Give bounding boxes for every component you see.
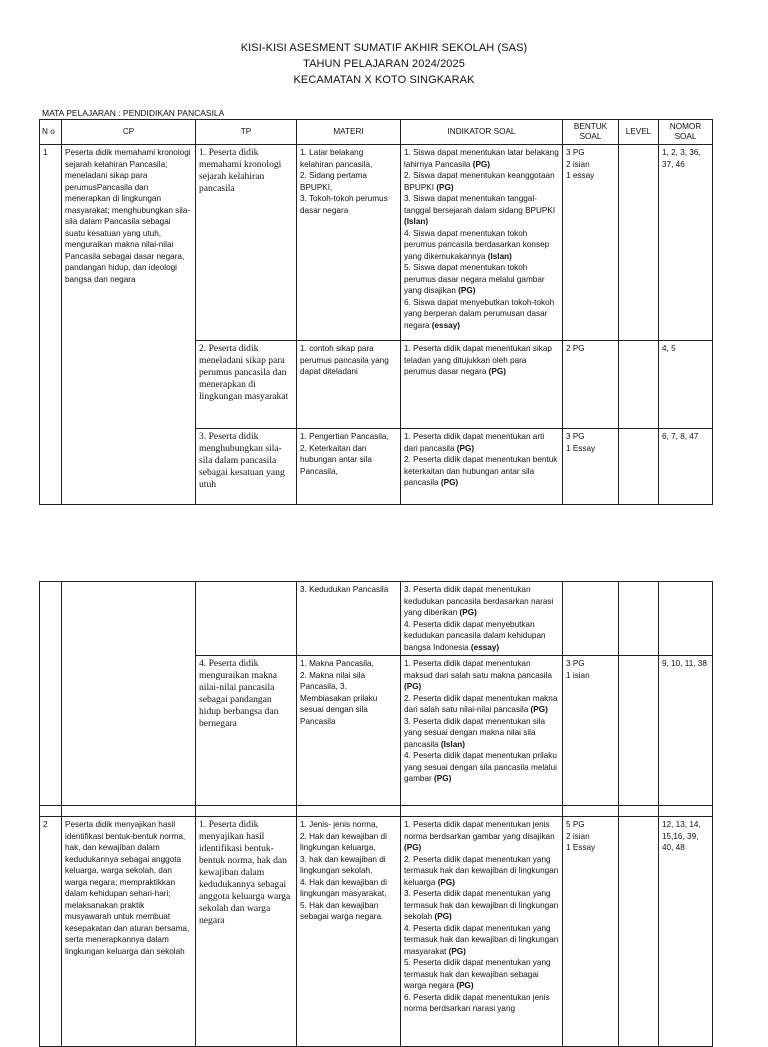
cell-line: 1 Essay [566,843,596,852]
indikator-text: 1. Peserta didik dapat menentukan maksud dari salah satu makna pancasila [404,659,552,680]
cell-line: 3 PG [566,432,585,441]
question-type-tag: (PG) [458,286,476,295]
materi-cell [297,429,401,505]
question-type-tag: (PG) [440,478,459,487]
cell-line: 1. Latar belakang kelahiran pancasila, [300,148,373,169]
indikator-text: 6. Siswa dapat menyebutkan tokoh-tokoh yang berperan dalam perumusan dasar negara [404,297,555,330]
cp-cell: Peserta didik menyajikan hasil identifikasi bentuk-bentuk norma, hak, dan kewajiban dalam kedudukannya sebagai anggota keluarga, warga sekolah, dan warga negara; mempraktikkan dalam kehidupan sehari-hari; melaksanakan praktik musyawarah untuk membuat kesepakatan dan aturan bersama, serta menerapkannya dalam lingkungan keluarga dan sekolah [62,817,196,1047]
nomor-cell: 12, 13, 14, 15,16, 39, 40, 48 [659,817,713,1047]
doc-district: KECAMATAN X KOTO SINGKARAK [293,74,475,86]
indikator-item [404,147,559,170]
indikator-text: 2. Peserta didik dapat menentukan makna dari salah satu nilai-nilai pancasila [404,693,558,714]
table-row [40,817,713,1047]
indikator-item [404,716,559,751]
indikator-text: 3. Peserta didik dapat menentukan sila yang sesuai dengan makna nilai sila pancasila [404,716,546,749]
question-type-tag: (PG) [434,774,452,783]
question-type-tag: (PG) [436,182,454,192]
nomor-cell: 9, 10, 11, 38 [659,656,713,806]
tp-cell: 3. Peserta didik menghubungkan sila-sila dalam pancasila sebagai kesatuan yang utuh [196,429,297,505]
grid-table-2 [39,581,713,1047]
question-type-tag: (PG) [456,443,475,453]
cell-line: 5 PG [566,820,585,829]
indikator-text: 5. Peserta didik dapat menentukan yang termasuk hak dan kewajiban sebagai warga negara [404,958,551,990]
question-type-tag: (Islan) [404,217,429,226]
cp-cell [62,582,196,806]
cell-line: 2. Sidang pertama BPUPKI, [300,171,367,192]
table-header-row [40,120,713,145]
cell-line: 3. hak dan kewajiban di lingkungan sekolah, [300,854,386,875]
col-no-header: N o [40,120,62,145]
indikator-item [404,750,559,785]
level-cell [619,656,659,806]
indikator-item [404,819,559,854]
question-type-tag: (Islan) [440,739,465,749]
indikator-cell [401,341,563,429]
bentuk-cell [563,656,619,806]
indikator-text: 1. Peserta didik dapat menentukan arti dari pancasila [404,432,545,453]
indikator-text: 4. Peserta didik dapat menentukan yang termasuk hak dan kewajiban di lingkungan masyarakat [404,923,559,956]
level-cell [619,429,659,505]
nomor-cell [659,582,713,656]
cell-line: 1. contoh sikap para perumus pancasila yang dapat diteladani [300,344,389,376]
indikator-item [404,454,559,489]
indikator-text: 6. Peserta didik dapat menentukan jenis norma berdsarkan narasi yang [404,992,550,1013]
cell-line: 4. Hak dan kewajiban di lingkungan masyarakat, [300,877,387,898]
bentuk-cell [563,582,619,656]
indikator-text: 1. Peserta didik dapat menentukan jenis norma berdsarkan gambar yang disajikan [404,820,555,841]
indikator-item [404,431,559,454]
row-number [40,582,62,806]
col-tp-header: TP [196,120,297,145]
question-type-tag: (Islan) [487,251,512,261]
col-indikator-header: INDIKATOR SOAL [401,120,563,145]
cell-line: 3 PG [566,659,585,668]
question-type-tag: (PG) [456,981,474,990]
indikator-item [404,297,559,332]
level-cell [619,582,659,656]
question-type-tag: (PG) [434,912,452,921]
tp-cell: 4. Peserta didik menguraikan makna nilai-nilai pancasila sebagai pandangan hidup berbangsa dan bernegara [196,656,297,806]
indikator-cell [401,429,563,505]
indikator-text: 3. Peserta didik dapat menentukan yang termasuk hak dan kewajiban di lingkungan sekolah [404,889,559,921]
indikator-text: 4. Siswa dapat menentukan tokoh perumus pancasila berdasarkan konsep yang dikemukakannya [404,228,550,261]
indikator-item [404,658,559,693]
cell-line: 2 isian [566,831,590,841]
indikator-cell [401,817,563,1047]
level-cell [619,341,659,429]
indikator-item [404,584,559,619]
indikator-item [404,262,559,297]
indikator-text: 3. Siswa dapat menentukan tanggal-tanggal bersejarah dalam sidang BPUPKI [404,194,556,215]
cell-line: 1. Pengertian Pancasila, 2. Keterkaitan dan hubungan antar sila Pancasila, [300,432,389,476]
indikator-text: 2. Peserta didik dapat menentukan yang termasuk hak dan kewajiban di lingkungan keluarga [404,854,559,887]
cell-line: 1 essay [566,171,595,180]
bentuk-cell [563,429,619,505]
level-cell [619,817,659,1047]
cell-line: 2 isian [566,159,590,169]
cp-cell: Peserta didik memahami kronologi sejarah kelahiran Pancasila; meneladani sikap para perumusPancasila dan menerapkan di lingkungan masyarakat; menghubungkan sila-sila dalam Pancasila sebagai suatu kesatuan yang utuh, menguraikan makna nilai-nilai Pancasila sebagai dasar negara, pandangan hidup, dan ideologi bangsa dan negara [62,145,196,505]
cell-line: 5. Hak dan kewajiban sebagai warga negara. [300,900,384,921]
spacer-row [40,806,713,817]
indikator-cell [401,656,563,806]
indikator-item [404,343,559,378]
question-type-tag: (PG) [404,682,422,691]
indikator-text: 5. Siswa dapat menentukan tokoh perumus dasar negara melalui gambar yang disajikan [404,263,545,295]
indikator-item [404,228,559,263]
cell-line: 3 PG [566,148,585,157]
indikator-item [404,854,559,889]
bentuk-cell [563,817,619,1047]
indikator-text: 3. Peserta didik dapat menentukan kedudukan pancasila berdasarkan narasi yang diberikan [404,585,554,617]
materi-cell [297,341,401,429]
indikator-item [404,193,559,228]
col-cp-header: CP [62,120,196,145]
materi-cell [297,656,401,806]
question-type-tag: (essay) [470,642,500,652]
indikator-cell [401,582,563,656]
question-type-tag: (PG) [448,946,466,956]
cell-line: 3. Kedudukan Pancasila [300,585,389,594]
indikator-text: 4. Peserta didik dapat menentukan prilaku yang sesuai dengan sila pancasila melalui gambar [404,751,557,783]
cell-line: 1 Essay [566,443,596,453]
indikator-item [404,923,559,958]
cell-line: 1 isian [566,670,590,680]
tp-cell: 1. Peserta didik memahami kronologi sejarah kelahiran pancasila [196,145,297,341]
question-type-tag: (PG) [404,843,422,852]
question-type-tag: (PG) [472,159,491,169]
question-type-tag: (PG) [459,608,477,617]
row-number: 1 [40,145,62,505]
question-type-tag: (PG) [530,705,548,714]
cell-line: 1. Makna Pancasila, [300,659,374,668]
question-type-tag: (essay) [431,320,461,330]
col-bentuk-header: BENTUK SOAL [563,120,619,145]
table-row [40,145,713,341]
doc-year: TAHUN PELAJARAN 2024/2025 [303,58,465,70]
tp-cell: 2. Peserta didik meneladani sikap para perumus pancasila dan menerapkan di lingkungan masyarakat [196,341,297,429]
cell-line: 2 PG [566,344,585,353]
indikator-text: 4. Peserta didik dapat menyebutkan kedudukan pancasila dalam kehidupan bangsa Indonesia [404,619,546,652]
materi-cell [297,582,401,656]
cell-line: 1. Jenis- jenis norma, [300,820,378,829]
tp-cell: 1. Peserta didik menyajikan hasil identifikasi bentuk-bentuk norma, hak dan kewajiban dalam kedudukannya sebagai anggota keluarga warga sekolah dan warga negara [196,817,297,1047]
indikator-item [404,888,559,923]
indikator-item [404,992,559,1015]
indikator-item [404,957,559,992]
table-row [40,582,713,656]
indikator-item [404,693,559,716]
row-number: 2 [40,817,62,1047]
tp-cell [196,582,297,656]
materi-cell [297,145,401,341]
nomor-cell: 6, 7, 8, 47 [659,429,713,505]
level-cell [619,145,659,341]
indikator-text: 2. Peserta didik dapat menentukan bentuk keterkaitan dan hubungan antar sila pancasila [404,455,558,487]
indikator-item [404,619,559,654]
indikator-text: 1. Peserta didik dapat menentukan sikap teladan yang ditujukkan oleh para perumus dasar negara [404,344,552,376]
cell-line: 2. Hak dan kewajiban di lingkungan keluarga, [300,831,387,852]
cell-line: 2. Makna nilai sila Pancasila, 3. Membiasakan prilaku sesuai dengan sila Pancasila [300,670,378,726]
indikator-text: 2. Siswa dapat menentukan keanggotaan BPUPKI [404,171,555,192]
doc-title: KISI-KISI ASESMENT SUMATIF AKHIR SEKOLAH (SAS) [240,42,528,54]
col-materi-header: MATERI [297,120,401,145]
subject-label: MATA PELAJARAN : PENDIDIKAN PANCASILA [42,108,225,118]
nomor-cell: 4, 5 [659,341,713,429]
question-type-tag: (PG) [488,367,506,376]
indikator-item [404,170,559,193]
col-nomor-header: NOMOR SOAL [659,120,713,145]
materi-cell [297,817,401,1047]
question-type-tag: (PG) [437,877,455,887]
indikator-cell [401,145,563,341]
col-level-header: LEVEL [619,120,659,145]
nomor-cell: 1, 2, 3, 36, 37, 46 [659,145,713,341]
indikator-text: 1. Siswa dapat menentukan latar belakang lahirnya Pancasila [404,148,559,169]
cell-line: 3. Tokoh-tokoh perumus dasar negara [300,194,388,215]
bentuk-cell [563,341,619,429]
grid-table-1 [39,119,713,505]
bentuk-cell [563,145,619,341]
